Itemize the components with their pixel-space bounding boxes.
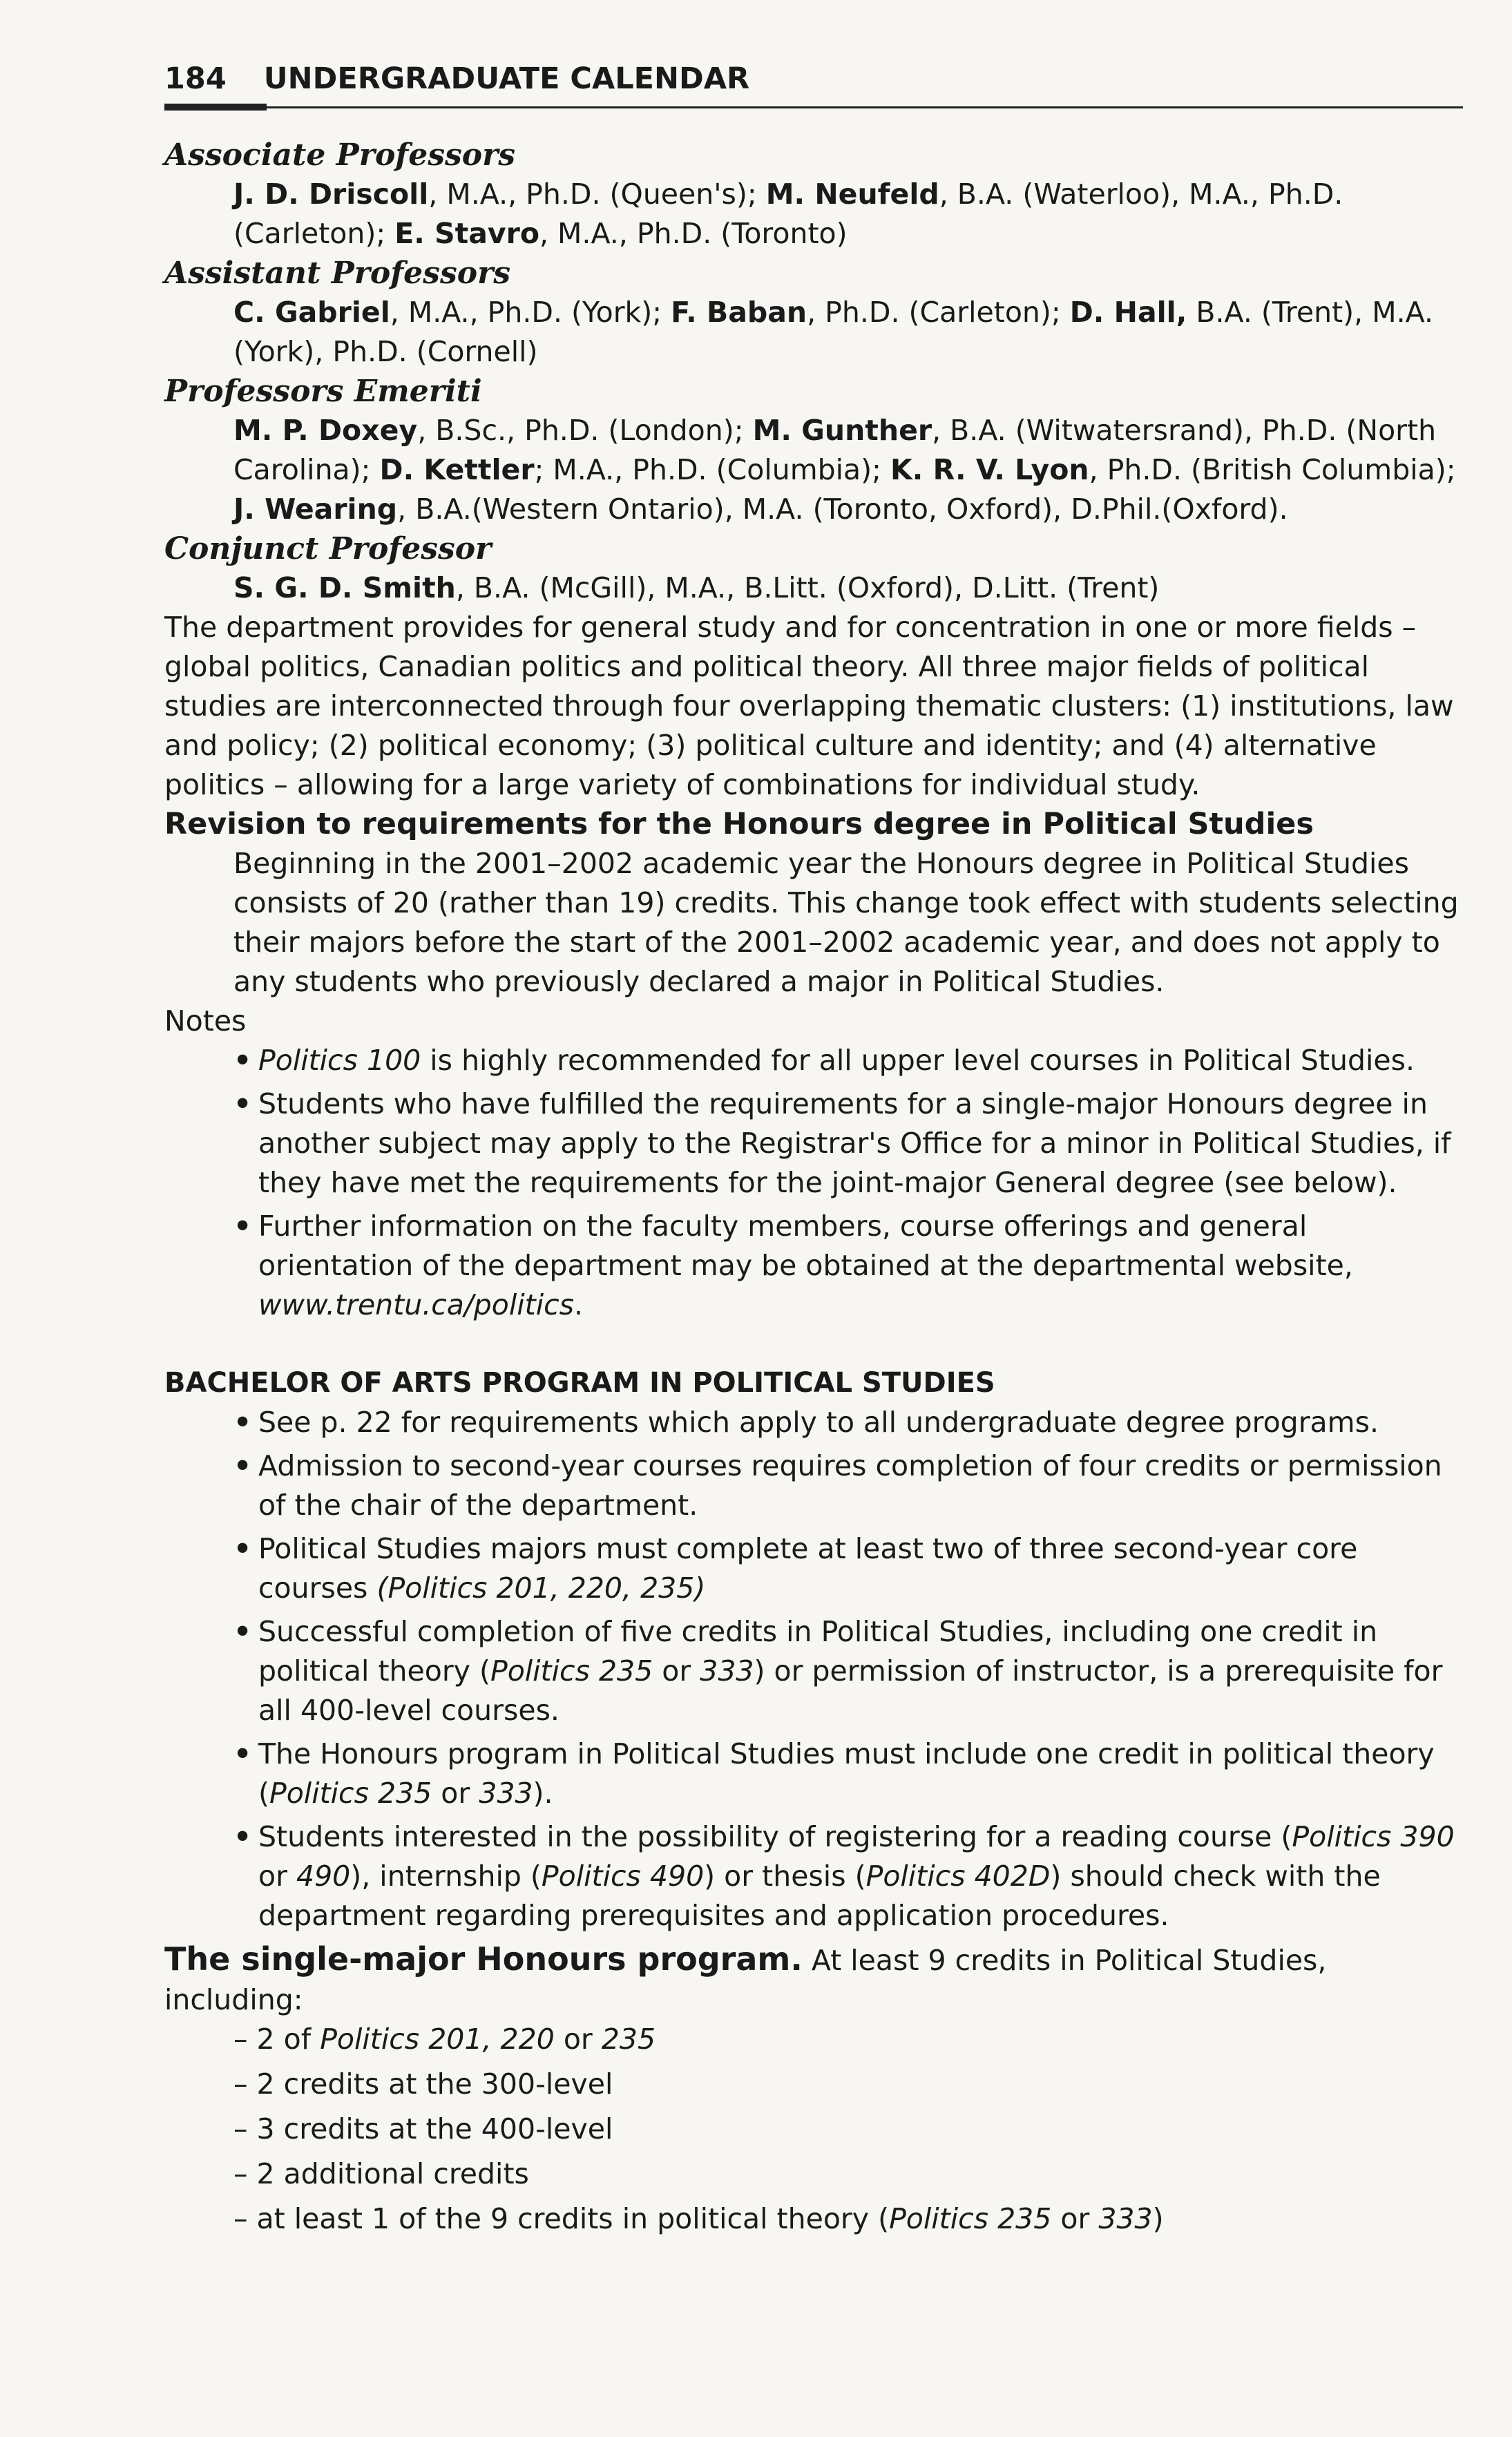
item-text: Successful completion of five credits in Political Studies, including one credit in political theory ( bbox=[258, 1615, 1378, 1688]
list-item bbox=[233, 1734, 1463, 1813]
item-text: Political Studies majors must complete at least two of three second-year core courses bbox=[258, 1532, 1358, 1605]
faculty-credentials: ; M.A., Ph.D. (Columbia); bbox=[534, 453, 891, 486]
header-rule-accent bbox=[164, 104, 267, 111]
item-text: or bbox=[653, 1654, 700, 1688]
single-major-paragraph bbox=[164, 1940, 1463, 2020]
faculty-credentials: , Ph.D. (British Columbia); bbox=[1089, 453, 1456, 486]
course-ref: 333 bbox=[1098, 2202, 1153, 2235]
list-item bbox=[233, 1817, 1463, 1936]
faculty-line bbox=[164, 411, 1463, 450]
faculty-line bbox=[164, 332, 1463, 372]
list-item: – 2 additional credits bbox=[233, 2157, 529, 2190]
faculty-name: K. R. V. Lyon bbox=[890, 453, 1089, 486]
faculty-list bbox=[164, 135, 1463, 608]
faculty-name: J. D. Driscoll bbox=[233, 178, 429, 211]
list-item bbox=[233, 1612, 1463, 1730]
header-rule bbox=[164, 104, 1463, 109]
list-item: • Admission to second-year courses requires completion of four credits or permission of the chair of the department. bbox=[233, 1446, 1463, 1525]
list-item bbox=[233, 1041, 1463, 1080]
course-ref: (Politics 201, 220, 235) bbox=[376, 1571, 706, 1605]
item-text: Further information on the faculty members, course offerings and general orientation of the department may be obtained at the departmental website, bbox=[258, 1210, 1353, 1282]
course-ref: Politics 235 bbox=[889, 2202, 1052, 2235]
course-ref: Politics 235 bbox=[269, 1777, 432, 1810]
item-text: Students interested in the possibility of registering for a reading course ( bbox=[258, 1820, 1292, 1853]
course-ref: 490 bbox=[296, 1860, 351, 1893]
list-item bbox=[233, 2020, 1463, 2059]
course-ref: 333 bbox=[700, 1654, 754, 1688]
faculty-name: M. P. Doxey bbox=[233, 414, 418, 447]
faculty-credentials: , M.A., Ph.D. (Queen's); bbox=[428, 178, 766, 211]
item-text: or bbox=[258, 1860, 296, 1893]
item-text: or bbox=[432, 1777, 479, 1810]
faculty-name: D. Hall, bbox=[1069, 296, 1187, 329]
website-link[interactable]: www.trentu.ca/politics bbox=[258, 1288, 574, 1321]
faculty-rank-heading: Professors Emeriti bbox=[164, 374, 482, 409]
item-text: ) or thesis ( bbox=[704, 1860, 866, 1893]
notes-heading: Notes bbox=[164, 1004, 247, 1038]
faculty-credentials: Carolina); bbox=[233, 453, 380, 486]
faculty-line bbox=[164, 450, 1463, 490]
faculty-credentials: , B.A. (McGill), M.A., B.Litt. (Oxford), D.Litt. (Trent) bbox=[455, 571, 1160, 604]
faculty-credentials: , M.A., Ph.D. (York); bbox=[390, 296, 671, 329]
faculty-name: E. Stavro bbox=[394, 217, 539, 250]
faculty-name: M. Gunther bbox=[752, 414, 932, 447]
faculty-credentials: , B.A.(Western Ontario), M.A. (Toronto, Oxford), D.Phil.(Oxford). bbox=[397, 493, 1288, 526]
revision-body: Beginning in the 2001–2002 academic year the Honours degree in Political Studies consists of 20 (rather than 19) credits. This change took effect with students selecting their majors before the start of the 2001–2002 academic year, and does not apply to any students who previously declared a major in Political Studies. bbox=[233, 847, 1459, 998]
list-item bbox=[233, 1529, 1463, 1608]
item-text: – 2 of bbox=[233, 2023, 320, 2056]
faculty-line bbox=[164, 490, 1463, 529]
course-ref: 333 bbox=[479, 1777, 533, 1810]
notes-list bbox=[164, 1041, 1463, 1325]
faculty-name: F. Baban bbox=[671, 296, 807, 329]
course-ref: Politics 201, 220 bbox=[320, 2023, 555, 2056]
faculty-rank-heading: Conjunct Professor bbox=[164, 531, 492, 566]
list-item bbox=[233, 2199, 1463, 2239]
faculty-line bbox=[164, 214, 1463, 254]
faculty-name: M. Neufeld bbox=[765, 178, 939, 211]
faculty-credentials: , B.A. (Waterloo), M.A., Ph.D. bbox=[939, 178, 1343, 211]
faculty-name: J. Wearing bbox=[233, 493, 398, 526]
item-text: ), internship ( bbox=[350, 1860, 542, 1893]
list-item: • See p. 22 for requirements which apply to all undergraduate degree programs. bbox=[233, 1403, 1463, 1442]
ba-program-list bbox=[164, 1403, 1463, 1936]
faculty-rank-heading: Associate Professors bbox=[164, 137, 516, 173]
intro-paragraph: The department provides for general study and for concentration in one or more fields – global politics, Canadian politics and political theory. All three major fields of political studies are interconnected through four overlapping thematic clusters: (1) institutions, law and policy; (2) political economy; (3) political culture and identity; and (4) alternative politics – allowing for a large variety of combinations for individual study. bbox=[164, 611, 1454, 801]
item-text: The Honours program in Political Studies must include one credit in political theory ( bbox=[258, 1737, 1435, 1810]
list-item bbox=[233, 1207, 1463, 1325]
faculty-credentials: , M.A., Ph.D. (Toronto) bbox=[539, 217, 848, 250]
list-item: – 2 credits at the 300-level bbox=[233, 2067, 613, 2101]
faculty-credentials: , B.Sc., Ph.D. (London); bbox=[417, 414, 753, 447]
course-ref: Politics 100 bbox=[258, 1044, 421, 1077]
single-major-heading: The single-major Honours program. bbox=[164, 1940, 803, 1978]
item-text: . bbox=[574, 1288, 584, 1321]
header-rule-line bbox=[164, 106, 1463, 108]
page-header bbox=[164, 59, 1463, 101]
course-ref: Politics 235 bbox=[490, 1654, 653, 1688]
course-ref: Politics 402D bbox=[865, 1860, 1051, 1893]
item-text: ) or permission of instructor, is a prerequisite for all 400-level courses. bbox=[258, 1654, 1443, 1727]
calendar-page bbox=[164, 59, 1463, 2244]
page-number: 184 bbox=[164, 61, 227, 96]
faculty-name: S. G. D. Smith bbox=[233, 571, 456, 604]
faculty-rank-heading: Assistant Professors bbox=[164, 256, 511, 291]
item-text: – at least 1 of the 9 credits in political theory ( bbox=[233, 2202, 890, 2235]
faculty-credentials: (Carleton); bbox=[233, 217, 395, 250]
item-text: ). bbox=[533, 1777, 553, 1810]
faculty-name: D. Kettler bbox=[379, 453, 535, 486]
course-ref: Politics 490 bbox=[541, 1860, 705, 1893]
item-text: or bbox=[1051, 2202, 1099, 2235]
course-ref: 235 bbox=[601, 2023, 656, 2056]
ba-program-heading: BACHELOR OF ARTS PROGRAM IN POLITICAL STUDIES bbox=[164, 1367, 995, 1399]
single-major-lead: At least 9 credits in Political Studies, including: bbox=[164, 1944, 1327, 2016]
faculty-credentials: , Ph.D. (Carleton); bbox=[807, 296, 1070, 329]
faculty-line bbox=[164, 175, 1463, 214]
item-text: is highly recommended for all upper level courses in Political Studies. bbox=[421, 1044, 1415, 1077]
list-item: – 3 credits at the 400-level bbox=[233, 2112, 613, 2145]
faculty-name: C. Gabriel bbox=[233, 296, 390, 329]
faculty-line bbox=[164, 293, 1463, 332]
faculty-line bbox=[164, 568, 1463, 608]
item-text: or bbox=[554, 2023, 602, 2056]
list-item: • Students who have fulfilled the requirements for a single-major Honours degree in another subject may apply to the Registrar's Office for a minor in Political Studies, if they have met the requirements for the joint-major General degree (see below). bbox=[233, 1084, 1463, 1203]
faculty-credentials: (York), Ph.D. (Cornell) bbox=[233, 335, 538, 368]
faculty-credentials: , B.A. (Witwatersrand), Ph.D. (North bbox=[932, 414, 1437, 447]
item-text: ) should check with the department regarding prerequisites and application procedures. bbox=[258, 1860, 1381, 1932]
revision-heading: Revision to requirements for the Honours degree in Political Studies bbox=[164, 807, 1314, 841]
item-text: ) bbox=[1152, 2202, 1164, 2235]
course-ref: Politics 390 bbox=[1292, 1820, 1455, 1853]
single-major-list bbox=[164, 2020, 1463, 2239]
faculty-credentials: B.A. (Trent), M.A. bbox=[1187, 296, 1433, 329]
header-title: UNDERGRADUATE CALENDAR bbox=[263, 61, 750, 96]
